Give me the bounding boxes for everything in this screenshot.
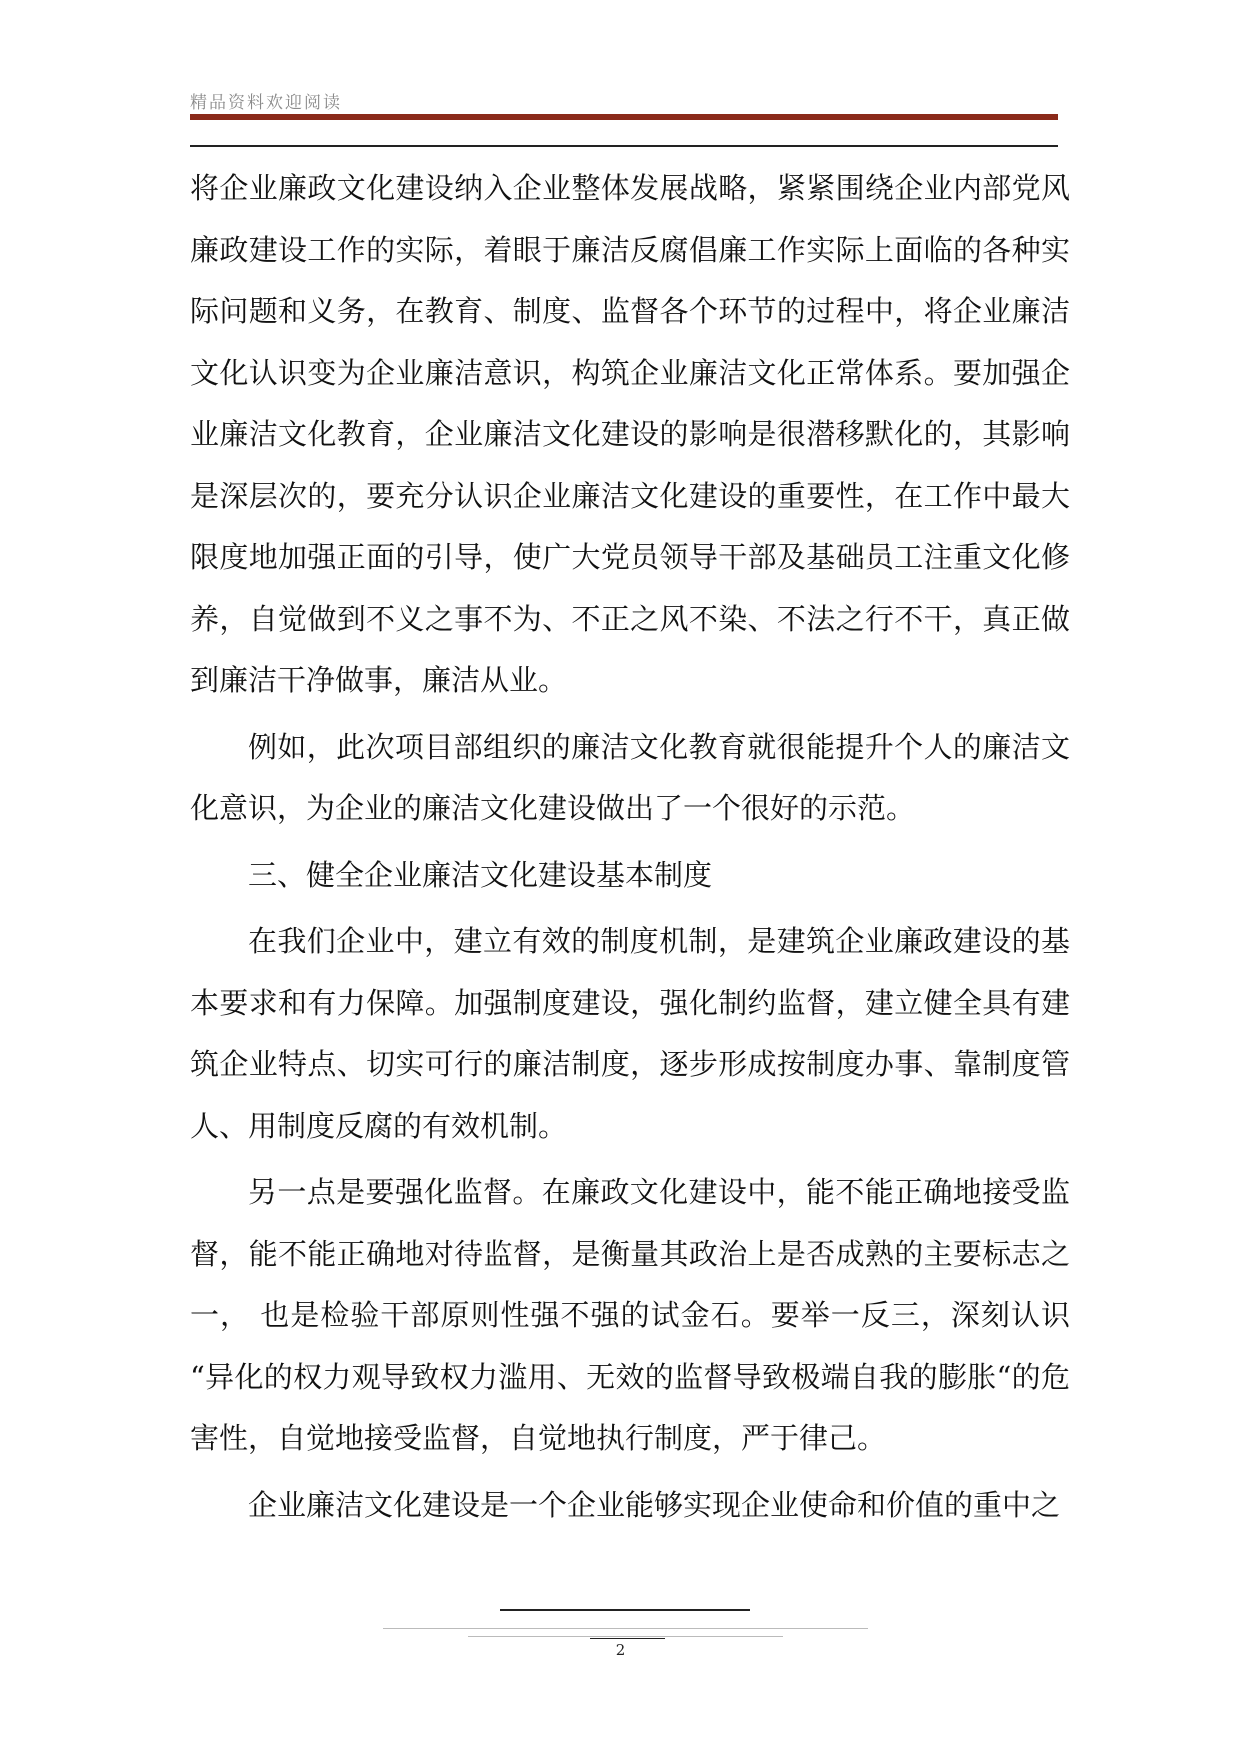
footer-rule [500, 1609, 750, 1611]
header-text: 精品资料欢迎阅读 [190, 93, 342, 113]
paragraph-4: 另一点是要强化监督。在廉政文化建设中，能不能正确地接受监督，能不能正确地对待监督，是衡量其政治上是否成熟的主要标志之一， 也是检验干部原则性强不强的试金石。要举一反三，深刻认识 “异化的权力观导致权力滥用、无效的监督导致极端自我的膨胀“的危害性，自觉地接受监督，自觉地执行制度，严于律己。 [190, 1175, 1070, 1455]
footer-rule-short [590, 1638, 665, 1639]
header-rule-thin [190, 145, 1058, 147]
paragraph-5: 企业廉洁文化建设是一个企业能够实现企业使命和价值的重中之 [248, 1487, 1061, 1522]
footer-rule-faint-2 [468, 1636, 783, 1637]
page-number: 2 [615, 1641, 626, 1659]
document-body [190, 158, 1070, 1536]
footer-rule-faint [383, 1628, 868, 1629]
paragraph-3: 在我们企业中，建立有效的制度机制，是建筑企业廉政建设的基本要求和有力保障。加强制度建设，强化制约监督，建立健全具有建筑企业特点、切实可行的廉洁制度，逐步形成按制度办事、靠制度管人、用制度反腐的有效机制。 [190, 924, 1070, 1143]
section-heading: 三、健全企业廉洁文化建设基本制度 [248, 857, 713, 892]
paragraph-1: 将企业廉政文化建设纳入企业整体发展战略，紧紧围绕企业内部党风廉政建设工作的实际，着眼于廉洁反腐倡廉工作实际上面临的各种实际问题和义务，在教育、制度、监督各个环节的过程中，将企业廉洁文化认识变为企业廉洁意识，构筑企业廉洁文化正常体系。要加强企业廉洁文化教育，企业廉洁文化建设的影响是很潜移默化的，其影响是深层次的，要充分认识企业廉洁文化建设的重要性，在工作中最大限度地加强正面的引导，使广大党员领导干部及基础员工注重文化修养，自觉做到不义之事不为、不正之风不染、不法之行不干，真正做到廉洁干净做事，廉洁从业。 [190, 171, 1070, 697]
paragraph-2: 例如，此次项目部组织的廉洁文化教育就很能提升个人的廉洁文化意识，为企业的廉洁文化建设做出了一个很好的示范。 [190, 729, 1070, 825]
header-rule-thick [190, 114, 1058, 120]
